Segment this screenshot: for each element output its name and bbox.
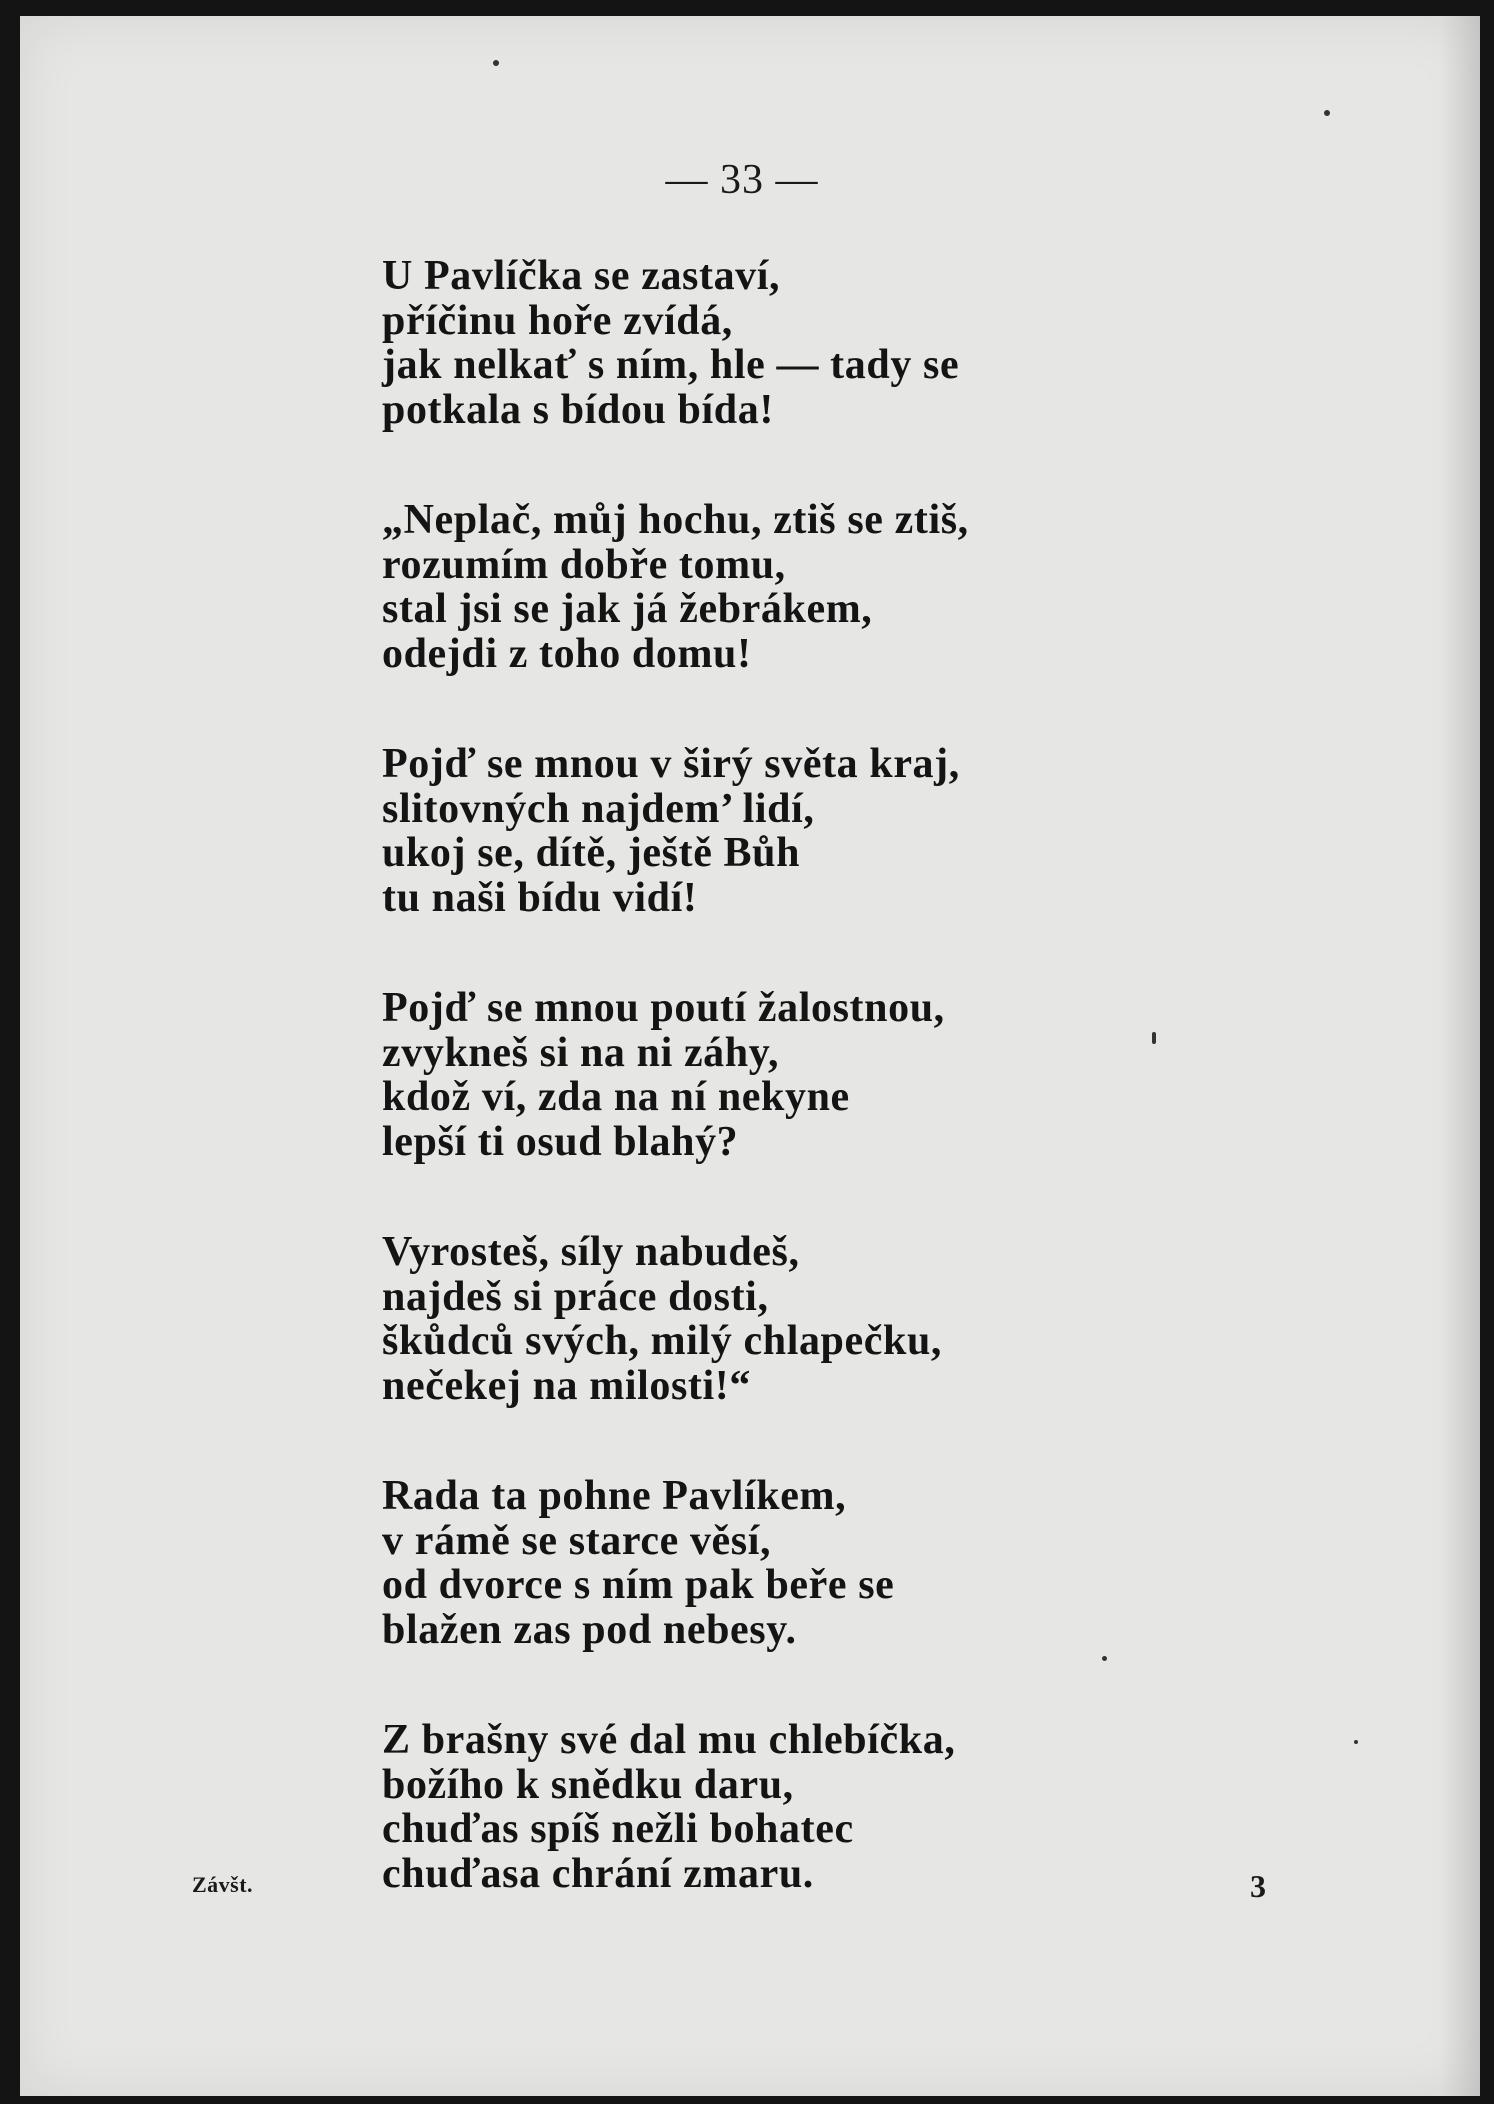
poem-line: najdeš si práce dosti, (382, 1273, 769, 1320)
poem-line: tu naši bídu vidí! (382, 874, 698, 921)
poem-line: chuďasa chrání zmaru. (382, 1850, 814, 1897)
poem-line: Vyrosteš, síly nabudeš, (382, 1229, 800, 1275)
page-number: — 33 — (665, 157, 819, 203)
stanza (382, 742, 1182, 920)
signature-mark: Závšt. (192, 1872, 254, 1897)
poem-line: chuďas spíš nežli bohatec (382, 1806, 854, 1852)
poem-line: stal jsi se jak já žebrákem, (382, 586, 873, 632)
poem-line: Rada ta pohne Pavlíkem, (382, 1473, 847, 1519)
poem-line: v rámě se starce věsí, (382, 1517, 772, 1564)
poem-line: kdož ví, zda na ní nekyne (382, 1074, 850, 1120)
poem-line: U Pavlíčka se zastaví, (382, 253, 781, 299)
sheet-number: 3 (1250, 1868, 1266, 1904)
poem-line: lepší ti osud blahý? (382, 1118, 739, 1165)
poem-line: zvykneš si na ni záhy, (382, 1029, 780, 1076)
poem-line: potkala s bídou bída! (382, 386, 774, 433)
poem-line: rozumím dobře tomu, (382, 541, 786, 588)
poem-line: ukoj se, dítě, ještě Bůh (382, 830, 801, 876)
dust-speck (1324, 110, 1330, 116)
poem-text (382, 254, 1182, 1896)
poem-line: božího k snědku daru, (382, 1761, 794, 1808)
poem-line: od dvorce s ním pak beře se (382, 1562, 895, 1608)
stanza (382, 986, 1182, 1164)
poem-line: slitovných najdem’ lidí, (382, 785, 815, 832)
dust-speck (493, 60, 499, 66)
page-edge-shadow (1440, 16, 1480, 2096)
poem-line: Pojď se mnou poutí žalostnou, (382, 985, 945, 1031)
stanza (382, 498, 1182, 676)
poem-line: škůdců svých, milý chlapečku, (382, 1318, 943, 1364)
poem-line: Pojď se mnou v širý světa kraj, (382, 741, 960, 787)
stanza (382, 1230, 1182, 1408)
poem-line: Z brašny své dal mu chlebíčka, (382, 1717, 956, 1763)
poem-line: blažen zas pod nebesy. (382, 1606, 797, 1653)
stanza (382, 254, 1182, 432)
dust-speck (1354, 1740, 1358, 1744)
stanza (382, 1474, 1182, 1652)
poem-line: nečekej na milosti!“ (382, 1362, 751, 1409)
poem-line: jak nelkať s ním, hle — tady se (382, 342, 960, 388)
book-page (20, 16, 1480, 2096)
poem-line: odejdi z toho domu! (382, 630, 752, 677)
poem-line: příčinu hoře zvídá, (382, 297, 733, 344)
poem-line: „Neplač, můj hochu, ztiš se ztiš, (382, 497, 969, 543)
stanza (382, 1718, 1182, 1896)
